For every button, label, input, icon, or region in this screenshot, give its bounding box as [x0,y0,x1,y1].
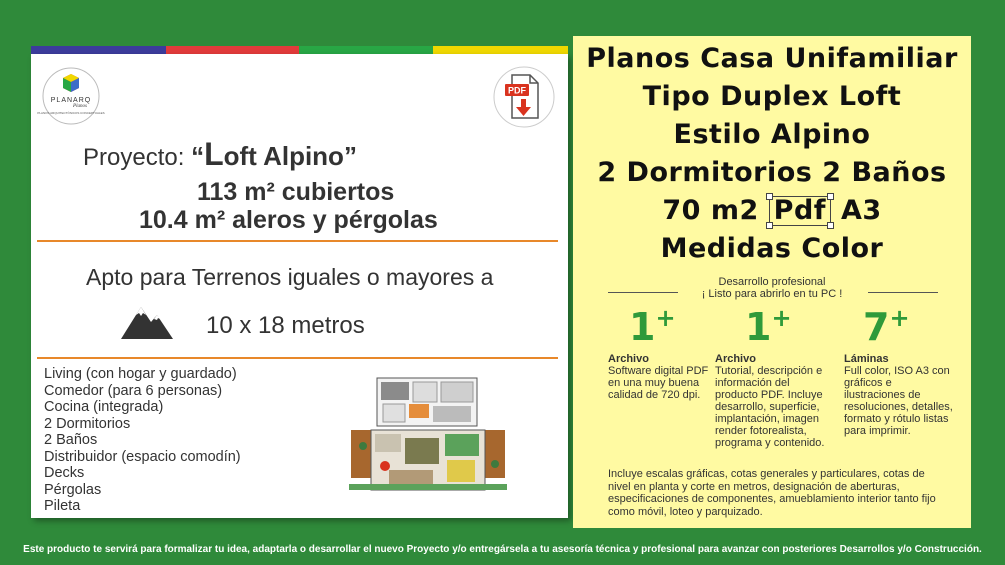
resize-handle[interactable] [827,222,834,229]
feature-column-tutorial: Archivo Tutorial, descripción e información del producto PDF. Incluye desarrollo, superficie, implantación, imagen render fotorealista, programa y contenido. [715,353,825,449]
pdf-selection-box[interactable]: Pdf [769,196,831,226]
covered-area: 113 m² cubiertos [197,178,395,206]
list-item: Cocina (integrada) [44,399,164,415]
count-tutorial: 1+ [745,304,792,349]
feature-column-software: Archivo Software digital PDF en una muy buena calidad de 720 dpi. [608,353,709,401]
color-stripe-yellow [433,46,568,54]
list-item: 2 Dormitorios [44,415,131,432]
footer-note: Este producto te servirá para formalizar tu idea, adaptarla o desarrollar el nuevo Proyecto y/o entregársela a tu asesoría técnica y profesional para avanzar con posteriores Desarrollos y/o Construcción. [23,544,982,555]
svg-text:Planos: Planos [73,104,87,109]
feature-column-sheets: Láminas Full color, ISO A3 con gráficos e ilustraciones de resoluciones, detalles, formato y rótulo listas para imprimir. [844,353,953,437]
includes-description: Incluye escalas gráficas, cotas generales y particulares, cotas de nivel en planta y corte en metros, designación de aberturas, especificaciones de componentes, amueblamiento interior tanto fijo como móvil, loteo y parquizado. [608,468,936,518]
color-stripe-blue [31,46,166,54]
resize-handle[interactable] [827,193,834,200]
project-title [83,136,357,173]
product-title-line5: 70 m2 Pdf A3 [573,195,971,226]
product-title-line3: Estilo Alpino [673,119,871,150]
color-stripe-red [166,46,299,54]
floor-plan-illustration [349,374,507,494]
list-item: 2 Baños [44,432,98,448]
divider [868,292,938,293]
resize-handle[interactable] [766,222,773,229]
development-label: Desarrollo profesional ¡ Listo para abrirlo en tu PC ! [701,276,843,300]
color-stripe-green [299,46,433,54]
terrain-size: 10 x 18 metros [206,312,365,339]
svg-text:PLANOS ARQUITECTÓNICOS CONCEPT: PLANOS ARQUITECTÓNICOS CONCEPTUALES [37,111,105,115]
project-name: “Loft Alpino” [191,136,357,172]
divider [608,292,678,293]
list-item: Pileta [44,498,81,514]
product-panel [573,36,971,528]
terrain-label: Apto para Terrenos iguales o mayores a [86,264,494,290]
project-prefix: Proyecto: [83,144,185,171]
divider [37,357,558,359]
list-item: Decks [44,465,85,481]
planarq-logo [37,66,105,126]
count-files: 1+ [629,304,676,349]
count-sheets: 7+ [863,304,910,349]
project-card [31,54,568,518]
list-item: Comedor (para 6 personas) [44,382,223,399]
eaves-area: 10.4 m² aleros y pérgolas [139,206,438,234]
list-item: Pérgolas [44,481,102,498]
list-item: Distribuidor (espacio comodín) [44,448,241,465]
mountain-icon [121,301,173,339]
resize-handle[interactable] [766,193,773,200]
pdf-download-icon[interactable] [493,66,555,128]
pdf-label: PDF [508,85,526,96]
svg-text:PLANARQ: PLANARQ [50,97,92,104]
list-item: Living (con hogar y guardado) [44,366,237,382]
divider [37,240,558,242]
product-title-line4: 2 Dormitorios 2 Baños [597,157,947,188]
product-title-line6: Medidas Color [660,233,884,264]
features-list [44,366,241,515]
product-title-line1: Planos Casa Unifamiliar [586,43,958,74]
product-title-line2: Tipo Duplex Loft [642,81,902,112]
